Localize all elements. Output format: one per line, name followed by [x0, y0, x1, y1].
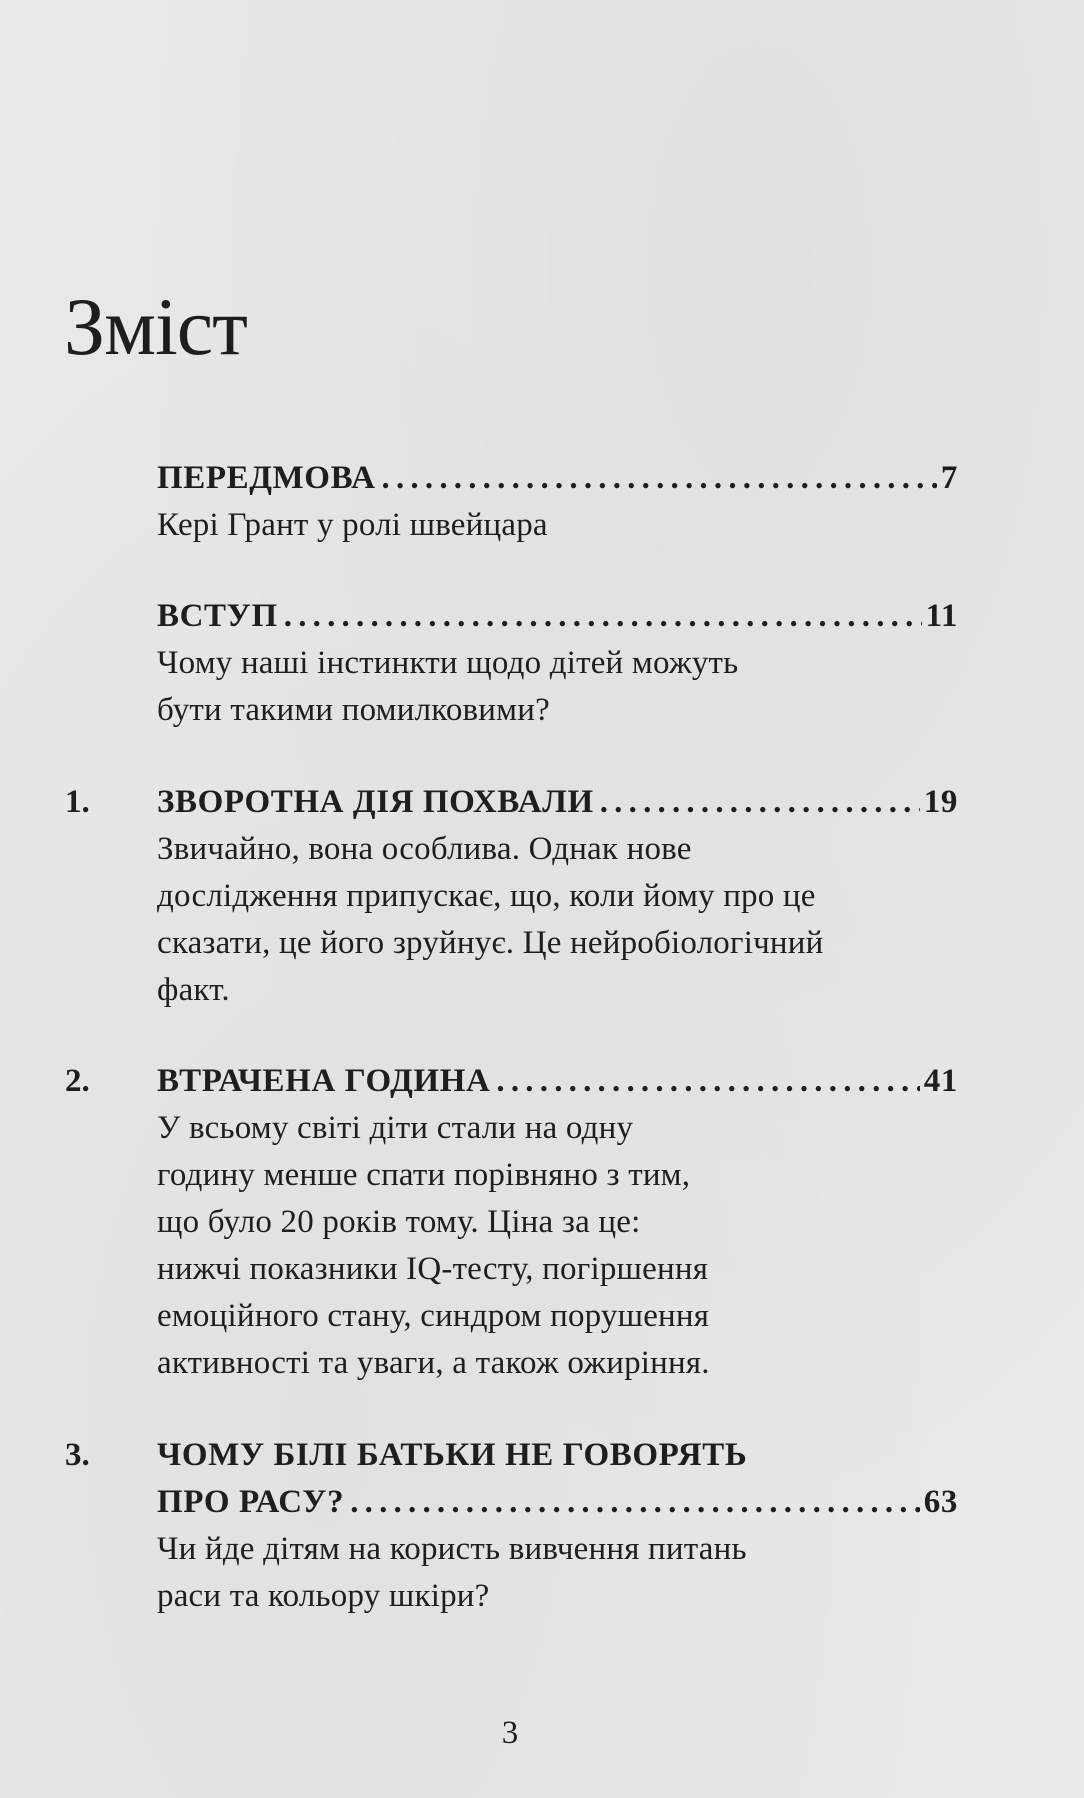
chapter-number: 1.	[65, 784, 90, 820]
page-number-footer: 3	[501, 1715, 519, 1751]
desc-line: дослідження припускає, що, коли йому про це	[157, 878, 816, 914]
toc-heading-line	[157, 1058, 958, 1105]
toc-heading: ЧОМУ БІЛІ БАТЬКИ НЕ ГОВОРЯТЬ	[157, 1437, 748, 1473]
desc-line: активності та уваги, а також ожиріння.	[157, 1345, 710, 1381]
toc-heading-line	[157, 1479, 958, 1526]
dot-leader	[382, 455, 937, 502]
desc-line: нижчі показники IQ-тесту, погіршення	[157, 1251, 709, 1287]
desc-line: У всьому світі діти стали на одну	[157, 1110, 634, 1146]
chapter-number: 3.	[65, 1437, 90, 1473]
page-title: Зміст	[64, 281, 247, 372]
toc-heading: ВТРАЧЕНА ГОДИНА	[157, 1063, 491, 1099]
toc-page-number: 11	[925, 598, 958, 634]
toc-description	[157, 640, 958, 734]
desc-line: годину менше спати порівняно з тим,	[157, 1157, 691, 1193]
toc-page-number: 63	[923, 1484, 958, 1520]
dot-leader	[350, 1479, 920, 1526]
chapter-number: 2.	[65, 1063, 90, 1099]
toc-heading-line	[157, 593, 958, 640]
toc-description	[157, 1526, 958, 1620]
desc-line: Звичайно, вона особлива. Однак нове	[157, 831, 692, 867]
toc-description	[157, 502, 958, 549]
toc-heading: ПЕРЕДМОВА	[157, 460, 376, 496]
toc-description	[157, 1105, 958, 1387]
toc-page-number: 41	[923, 1063, 958, 1099]
desc-line: бути такими помилковими?	[157, 692, 550, 728]
dot-leader	[600, 779, 920, 826]
dot-leader	[496, 1058, 919, 1105]
desc-line: Чому наші інстинкти щодо дітей можуть	[157, 645, 739, 681]
toc-page-number: 7	[940, 460, 958, 496]
desc-line: Кері Грант у ролі швейцара	[157, 507, 548, 543]
desc-line: що було 20 років тому. Ціна за це:	[157, 1204, 641, 1240]
desc-line: емоційного стану, синдром порушення	[157, 1298, 710, 1334]
desc-line: факт.	[157, 972, 230, 1008]
toc-description	[157, 826, 958, 1014]
toc-heading-line	[157, 455, 958, 502]
toc-heading: ЗВОРОТНА ДІЯ ПОХВАЛИ	[157, 784, 594, 820]
toc-heading: ВСТУП	[157, 598, 278, 634]
dot-leader	[284, 593, 922, 640]
desc-line: сказати, це його зруйнує. Це нейробіологічний	[157, 925, 824, 961]
desc-line: раси та кольору шкіри?	[157, 1578, 490, 1614]
toc-page-number: 19	[923, 784, 958, 820]
toc-heading-line	[157, 779, 958, 826]
toc-heading-continued: ПРО РАСУ?	[157, 1484, 345, 1520]
desc-line: Чи йде дітям на користь вивчення питань	[157, 1531, 747, 1567]
